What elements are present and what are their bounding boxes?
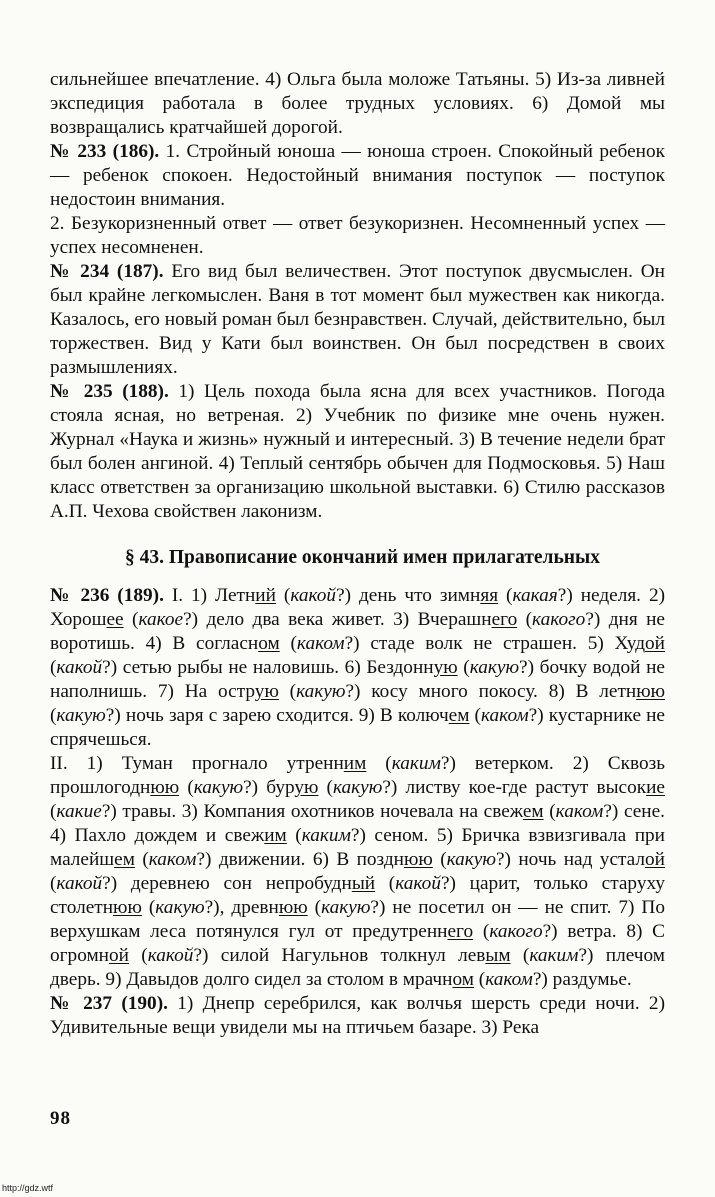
underlined-ending: ом xyxy=(258,633,280,654)
question-word: какую xyxy=(155,897,205,918)
exercise-text: 1) Днепр серебрился, как волчья шерсть среди ночи. 2) Удивительные вещи увидели мы на птичьем базаре. 3) Река xyxy=(50,993,665,1038)
question-word: каком xyxy=(480,705,529,726)
question-word: какую xyxy=(296,681,346,702)
question-word: какую xyxy=(332,777,383,798)
question-word: какую xyxy=(469,657,520,678)
exercise-text: 1. Стройный юноша — юноша строен. Спокойный ребенок — ребенок спокоен. Недостойный внимания поступок — поступок недостоин внимания. xyxy=(50,141,665,210)
exercise-text: 1) Цель похода была ясна для всех участников. Погода стояла ясная, но ветреная. 2) Учебник по физике мне очень нужен. Журнал «Наука и жизнь» нужный и интересный. 3) В течение недели брат был болен ангиной. 4) Теплый сентябрь обычен для Подмосковья. 5) Наш класс ответствен за организацию школьной выставки. 6) Стилю рассказов А.П. Чехова свойствен лаконизм. xyxy=(50,381,665,522)
question-word: какие xyxy=(56,801,102,822)
watermark: http://gdz.wtf xyxy=(2,1183,54,1193)
exercise-233 xyxy=(50,140,665,212)
exercise-236-part1: I. 1) Летний (какой?) день что зимняя (какая?) неделя. 2) Хорошее (какое?) дело два века живет. 3) Вчерашнего (какого?) дня не воротишь. 4) В согласном (каком?) стаде волк не страшен. 5) Худой (какой?) сетью рыбы не наловишь. 6) Бездонную (какую?) бочку водой не наполнишь. 7) На острую (какую?) косу много покосу. 8) В летнюю (какую?) ночь заря с зарею сходится. 9) В колючем (каком?) кустарнике не спрячешься. xyxy=(50,585,666,750)
underlined-ending: ый xyxy=(351,873,376,894)
underlined-ending: ий xyxy=(255,585,276,606)
question-word: каким xyxy=(301,825,351,846)
question-word: какое xyxy=(138,609,184,630)
section-title: § 43. Правописание окончаний имен прилагательных xyxy=(124,547,601,568)
question-word: каким xyxy=(391,753,441,774)
underlined-ending: ем xyxy=(448,705,470,726)
question-word: каким xyxy=(529,945,579,966)
underlined-ending: ой xyxy=(645,849,665,870)
paragraph-continuation: сильнейшее впечатление. 4) Ольга была моложе Татьяны. 5) Из-за ливней экспедиция работала в более трудных условиях. 6) Домой мы возвращались кратчайшей дорогой. xyxy=(50,69,665,138)
question-word: какую xyxy=(321,897,371,918)
underlined-ending: ым xyxy=(485,945,511,966)
exercise-number: № 237 (190). xyxy=(50,993,168,1014)
question-word: какая xyxy=(512,585,558,606)
underlined-ending: ее xyxy=(106,609,124,630)
underlined-ending: его xyxy=(491,609,518,630)
question-word: какой xyxy=(56,873,103,894)
exercise-number: № 234 (187). xyxy=(50,261,164,282)
underlined-ending: ом xyxy=(452,969,474,990)
exercise-235 xyxy=(50,380,665,524)
underlined-ending: им xyxy=(343,753,367,774)
page-number: 98 xyxy=(50,1108,71,1129)
exercise-236 xyxy=(50,584,665,752)
underlined-ending: ем xyxy=(114,849,135,870)
question-word: каком xyxy=(296,633,345,654)
exercise-number: № 233 (186). xyxy=(50,141,160,162)
question-word: какой xyxy=(56,657,103,678)
exercise-234 xyxy=(50,260,665,380)
underlined-ending: ие xyxy=(646,777,665,798)
question-word: какой xyxy=(395,873,441,894)
underlined-ending: его xyxy=(447,921,474,942)
exercise-237 xyxy=(50,992,665,1040)
question-word: какую xyxy=(446,849,496,870)
underlined-ending: им xyxy=(264,825,287,846)
underlined-ending: ем xyxy=(522,801,544,822)
underlined-ending: юю xyxy=(636,681,666,702)
underlined-ending: ую xyxy=(433,657,458,678)
underlined-ending: юю xyxy=(113,897,142,918)
exercise-number: № 235 (188). xyxy=(50,381,169,402)
exercise-233-part2: 2. Безукоризненный ответ — ответ безукоризнен. Несомненный успех — успех несомненен. xyxy=(50,213,665,258)
underlined-ending: юю xyxy=(150,777,180,798)
underlined-ending: ую xyxy=(294,777,319,798)
question-word: какого xyxy=(532,609,586,630)
question-word: каком xyxy=(148,849,197,870)
underlined-ending: юю xyxy=(278,897,308,918)
page-content xyxy=(50,68,665,1040)
underlined-ending: юю xyxy=(403,849,433,870)
exercise-236-part2: II. 1) Туман прогнало утренним (каким?) ветерком. 2) Сквозь прошлогоднюю (какую?) бурую (какую?) листву кое-где растут высокие (какие?) травы. 3) Компания охотников ночевала на свежем (каком?) сене. 4) Пахло дождем и свежим (каким?) сеном. 5) Бричка взвизгивала при малейшем (каком?) движении. 6) В позднюю (какую?) ночь над усталой (какой?) деревнею сон непробудный (какой?) царит, только старуху столетнюю (какую?), древнюю (какую?) не посетил он — не спит. 7) По верхушкам леса потянулся гул от предутреннего (какого?) ветра. 8) С огромной (какой?) силой Нагульнов толкнул левым (каким?) плечом дверь. 9) Давыдов долго сидел за столом в мрачном (каком?) раздумье. xyxy=(50,753,666,990)
question-word: какую xyxy=(193,777,244,798)
question-word: какого xyxy=(489,921,543,942)
underlined-ending: яя xyxy=(480,585,499,606)
underlined-ending: ой xyxy=(108,945,129,966)
exercise-text: Его вид был величествен. Этот поступок двусмыслен. Он был крайне легкомыслен. Ваня в тот момент был мужествен как никогда. Казалось, его новый роман был безнравствен. Случай, действительно, был торжествен. Вид у Кати был воинствен. Он был посредствен в своих размышлениях. xyxy=(50,261,665,378)
question-word: какой xyxy=(147,945,194,966)
question-word: каком xyxy=(555,801,604,822)
question-word: какую xyxy=(56,705,106,726)
question-word: какой xyxy=(290,585,337,606)
question-word: каком xyxy=(485,969,533,990)
underlined-ending: ую xyxy=(254,681,279,702)
exercise-number: № 236 (189). xyxy=(50,585,164,606)
underlined-ending: ой xyxy=(645,633,665,654)
